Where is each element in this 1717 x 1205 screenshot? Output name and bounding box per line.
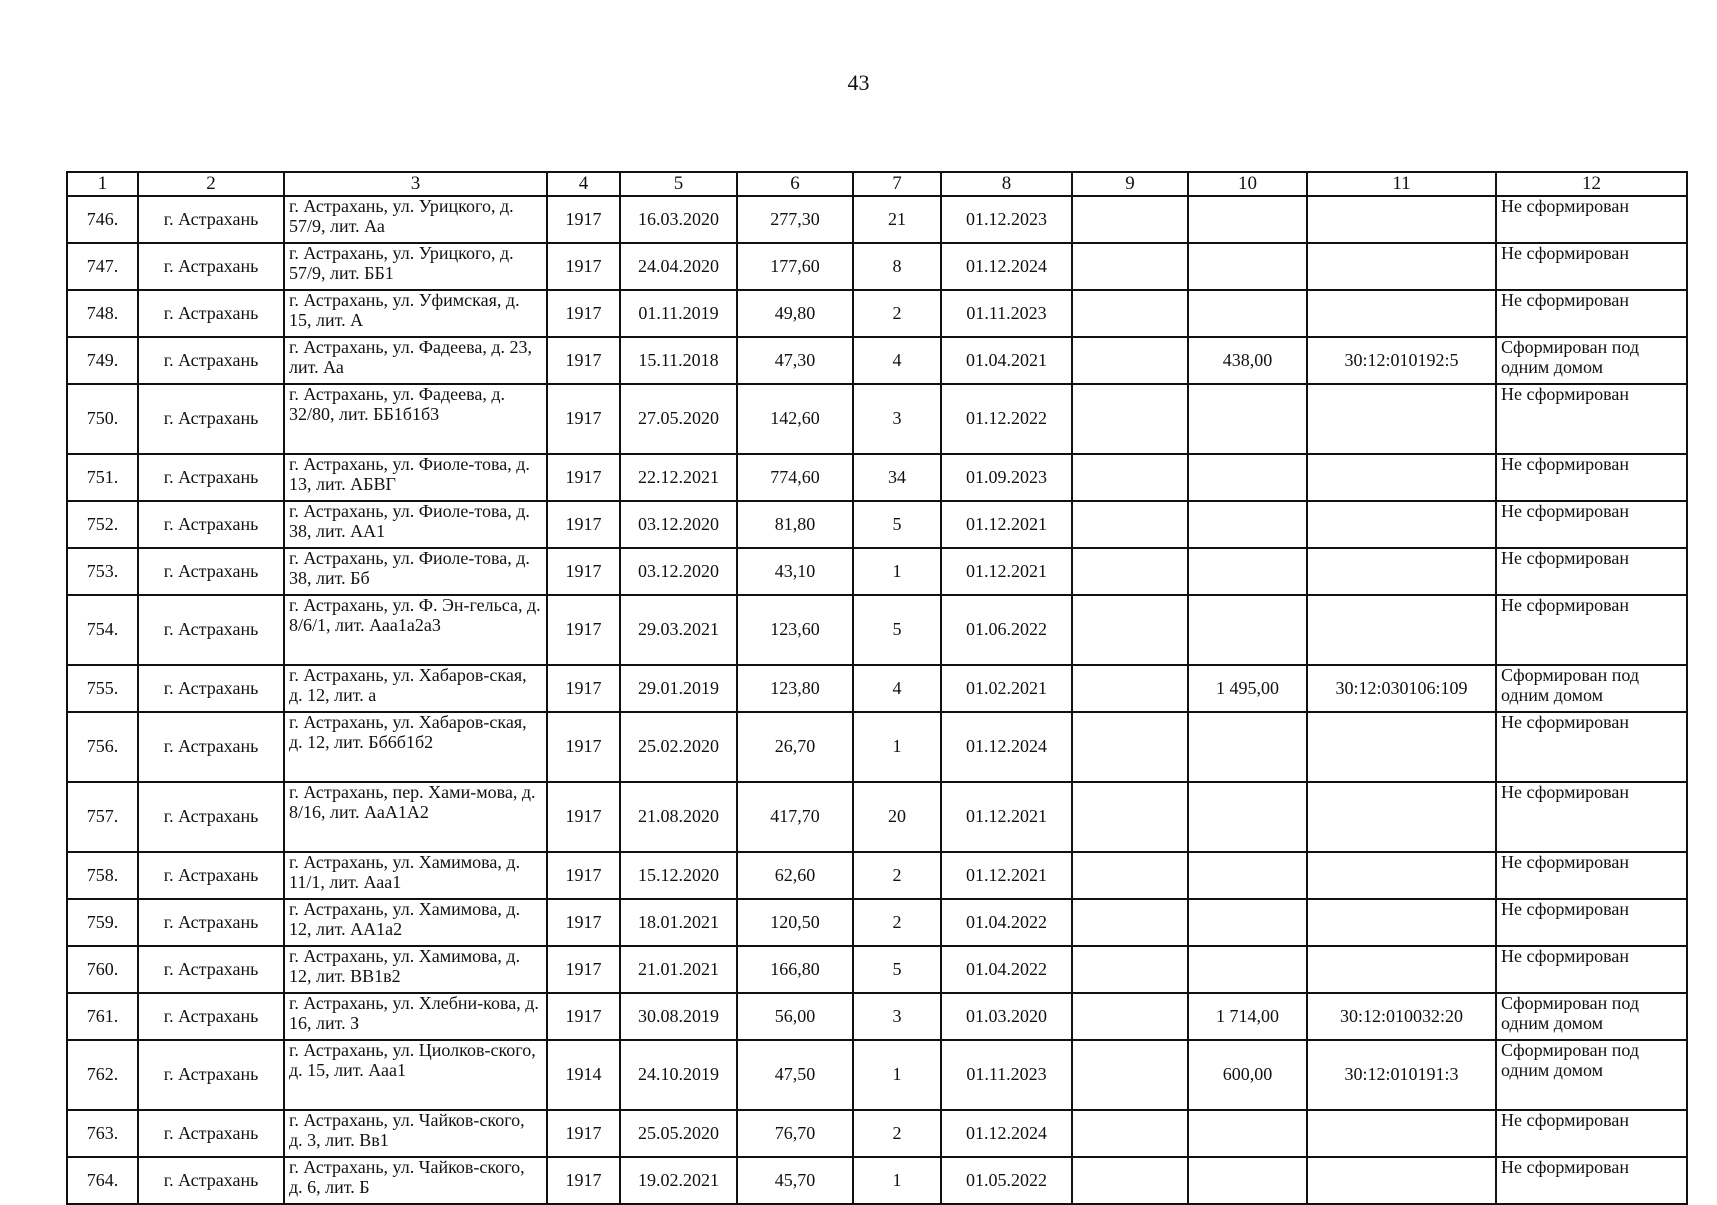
land-status-cell: Не сформирован <box>1496 782 1687 852</box>
deadline-cell: 01.04.2021 <box>941 337 1072 384</box>
deadline-cell: 01.12.2023 <box>941 196 1072 243</box>
land-area-cell <box>1188 946 1307 993</box>
city-cell: г. Астрахань <box>138 899 284 946</box>
row-number: 747. <box>67 243 138 290</box>
column-9-cell <box>1072 1157 1188 1204</box>
area-cell: 62,60 <box>737 852 853 899</box>
cadastral-number-cell: 30:12:010032:20 <box>1307 993 1496 1040</box>
area-cell: 56,00 <box>737 993 853 1040</box>
land-area-cell <box>1188 548 1307 595</box>
cadastral-number-cell <box>1307 1157 1496 1204</box>
year-cell: 1917 <box>547 1110 620 1157</box>
deadline-cell: 01.12.2021 <box>941 501 1072 548</box>
row-number: 753. <box>67 548 138 595</box>
cadastral-number-cell <box>1307 501 1496 548</box>
year-cell: 1917 <box>547 595 620 665</box>
cadastral-number-cell <box>1307 946 1496 993</box>
address-cell: г. Астрахань, ул. Хамимова, д. 12, лит. АА1а2 <box>284 899 547 946</box>
year-cell: 1917 <box>547 782 620 852</box>
cadastral-number-cell <box>1307 384 1496 454</box>
cadastral-number-cell <box>1307 595 1496 665</box>
deadline-cell: 01.12.2024 <box>941 712 1072 782</box>
land-status-cell: Не сформирован <box>1496 243 1687 290</box>
deadline-cell: 01.11.2023 <box>941 290 1072 337</box>
column-9-cell <box>1072 501 1188 548</box>
address-cell: г. Астрахань, пер. Хами-мова, д. 8/16, лит. АаА1А2 <box>284 782 547 852</box>
land-area-cell <box>1188 384 1307 454</box>
row-number: 763. <box>67 1110 138 1157</box>
row-number: 755. <box>67 665 138 712</box>
row-number: 751. <box>67 454 138 501</box>
table-row <box>67 665 1687 712</box>
table-row <box>67 993 1687 1040</box>
date-cell: 30.08.2019 <box>620 993 737 1040</box>
date-cell: 19.02.2021 <box>620 1157 737 1204</box>
table-row <box>67 1040 1687 1110</box>
year-cell: 1917 <box>547 993 620 1040</box>
row-number: 756. <box>67 712 138 782</box>
area-cell: 49,80 <box>737 290 853 337</box>
date-cell: 24.04.2020 <box>620 243 737 290</box>
land-area-cell <box>1188 852 1307 899</box>
land-status-cell: Не сформирован <box>1496 501 1687 548</box>
land-status-cell: Не сформирован <box>1496 384 1687 454</box>
address-cell: г. Астрахань, ул. Хлебни-кова, д. 16, лит. З <box>284 993 547 1040</box>
column-9-cell <box>1072 196 1188 243</box>
table-row <box>67 384 1687 454</box>
address-cell: г. Астрахань, ул. Фиоле-това, д. 38, лит. Бб <box>284 548 547 595</box>
column-9-cell <box>1072 384 1188 454</box>
column-9-cell <box>1072 1040 1188 1110</box>
cadastral-number-cell <box>1307 196 1496 243</box>
column-header: 1 <box>67 172 138 196</box>
address-cell: г. Астрахань, ул. Хабаров-ская, д. 12, лит. Бб6б1б2 <box>284 712 547 782</box>
city-cell: г. Астрахань <box>138 196 284 243</box>
count-cell: 5 <box>853 595 941 665</box>
land-area-cell: 1 495,00 <box>1188 665 1307 712</box>
deadline-cell: 01.09.2023 <box>941 454 1072 501</box>
table-row <box>67 454 1687 501</box>
row-number: 752. <box>67 501 138 548</box>
year-cell: 1917 <box>547 290 620 337</box>
land-area-cell <box>1188 782 1307 852</box>
deadline-cell: 01.12.2021 <box>941 782 1072 852</box>
count-cell: 2 <box>853 290 941 337</box>
cadastral-number-cell <box>1307 243 1496 290</box>
column-9-cell <box>1072 1110 1188 1157</box>
count-cell: 3 <box>853 993 941 1040</box>
land-status-cell: Не сформирован <box>1496 712 1687 782</box>
date-cell: 21.01.2021 <box>620 946 737 993</box>
column-header: 5 <box>620 172 737 196</box>
deadline-cell: 01.12.2024 <box>941 1110 1072 1157</box>
city-cell: г. Астрахань <box>138 290 284 337</box>
area-cell: 45,70 <box>737 1157 853 1204</box>
year-cell: 1917 <box>547 946 620 993</box>
city-cell: г. Астрахань <box>138 712 284 782</box>
land-area-cell <box>1188 501 1307 548</box>
land-status-cell: Не сформирован <box>1496 899 1687 946</box>
row-number: 758. <box>67 852 138 899</box>
table-row <box>67 290 1687 337</box>
count-cell: 34 <box>853 454 941 501</box>
area-cell: 142,60 <box>737 384 853 454</box>
land-status-cell: Не сформирован <box>1496 595 1687 665</box>
column-header: 3 <box>284 172 547 196</box>
table-row <box>67 501 1687 548</box>
count-cell: 21 <box>853 196 941 243</box>
land-status-cell: Сформирован под одним домом <box>1496 993 1687 1040</box>
date-cell: 22.12.2021 <box>620 454 737 501</box>
address-cell: г. Астрахань, ул. Чайков-ского, д. 3, лит. Вв1 <box>284 1110 547 1157</box>
date-cell: 01.11.2019 <box>620 290 737 337</box>
date-cell: 18.01.2021 <box>620 899 737 946</box>
column-9-cell <box>1072 782 1188 852</box>
address-cell: г. Астрахань, ул. Хамимова, д. 12, лит. ВВ1в2 <box>284 946 547 993</box>
cadastral-number-cell: 30:12:030106:109 <box>1307 665 1496 712</box>
column-9-cell <box>1072 595 1188 665</box>
deadline-cell: 01.05.2022 <box>941 1157 1072 1204</box>
land-status-cell: Не сформирован <box>1496 1157 1687 1204</box>
table-row <box>67 196 1687 243</box>
area-cell: 47,30 <box>737 337 853 384</box>
column-header: 6 <box>737 172 853 196</box>
cadastral-number-cell <box>1307 712 1496 782</box>
column-9-cell <box>1072 712 1188 782</box>
row-number: 750. <box>67 384 138 454</box>
table-row <box>67 337 1687 384</box>
count-cell: 1 <box>853 712 941 782</box>
address-cell: г. Астрахань, ул. Урицкого, д. 57/9, лит. Аа <box>284 196 547 243</box>
city-cell: г. Астрахань <box>138 454 284 501</box>
row-number: 757. <box>67 782 138 852</box>
land-status-cell: Сформирован под одним домом <box>1496 665 1687 712</box>
column-9-cell <box>1072 454 1188 501</box>
land-status-cell: Не сформирован <box>1496 1110 1687 1157</box>
column-header: 7 <box>853 172 941 196</box>
land-status-cell: Не сформирован <box>1496 454 1687 501</box>
column-header: 2 <box>138 172 284 196</box>
column-header: 4 <box>547 172 620 196</box>
count-cell: 4 <box>853 337 941 384</box>
date-cell: 29.03.2021 <box>620 595 737 665</box>
year-cell: 1917 <box>547 243 620 290</box>
area-cell: 277,30 <box>737 196 853 243</box>
cadastral-number-cell <box>1307 290 1496 337</box>
area-cell: 123,80 <box>737 665 853 712</box>
row-number: 760. <box>67 946 138 993</box>
year-cell: 1917 <box>547 852 620 899</box>
city-cell: г. Астрахань <box>138 384 284 454</box>
land-area-cell <box>1188 712 1307 782</box>
count-cell: 3 <box>853 384 941 454</box>
row-number: 762. <box>67 1040 138 1110</box>
table-row <box>67 1110 1687 1157</box>
count-cell: 5 <box>853 501 941 548</box>
year-cell: 1917 <box>547 548 620 595</box>
year-cell: 1917 <box>547 196 620 243</box>
year-cell: 1917 <box>547 337 620 384</box>
land-area-cell: 1 714,00 <box>1188 993 1307 1040</box>
deadline-cell: 01.11.2023 <box>941 1040 1072 1110</box>
date-cell: 03.12.2020 <box>620 548 737 595</box>
year-cell: 1917 <box>547 665 620 712</box>
table-row <box>67 243 1687 290</box>
year-cell: 1917 <box>547 384 620 454</box>
column-header: 10 <box>1188 172 1307 196</box>
row-number: 754. <box>67 595 138 665</box>
count-cell: 1 <box>853 548 941 595</box>
row-number: 746. <box>67 196 138 243</box>
area-cell: 81,80 <box>737 501 853 548</box>
area-cell: 166,80 <box>737 946 853 993</box>
land-area-cell <box>1188 1110 1307 1157</box>
address-cell: г. Астрахань, ул. Урицкого, д. 57/9, лит. ББ1 <box>284 243 547 290</box>
date-cell: 16.03.2020 <box>620 196 737 243</box>
land-area-cell: 600,00 <box>1188 1040 1307 1110</box>
row-number: 764. <box>67 1157 138 1204</box>
deadline-cell: 01.04.2022 <box>941 946 1072 993</box>
land-status-cell: Не сформирован <box>1496 290 1687 337</box>
deadline-cell: 01.12.2021 <box>941 548 1072 595</box>
area-cell: 123,60 <box>737 595 853 665</box>
count-cell: 4 <box>853 665 941 712</box>
date-cell: 24.10.2019 <box>620 1040 737 1110</box>
row-number: 748. <box>67 290 138 337</box>
area-cell: 26,70 <box>737 712 853 782</box>
area-cell: 120,50 <box>737 899 853 946</box>
city-cell: г. Астрахань <box>138 782 284 852</box>
column-header: 11 <box>1307 172 1496 196</box>
land-area-cell <box>1188 1157 1307 1204</box>
table-row <box>67 852 1687 899</box>
area-cell: 774,60 <box>737 454 853 501</box>
year-cell: 1917 <box>547 712 620 782</box>
deadline-cell: 01.02.2021 <box>941 665 1072 712</box>
city-cell: г. Астрахань <box>138 993 284 1040</box>
deadline-cell: 01.03.2020 <box>941 993 1072 1040</box>
date-cell: 27.05.2020 <box>620 384 737 454</box>
column-9-cell <box>1072 548 1188 595</box>
year-cell: 1917 <box>547 501 620 548</box>
address-cell: г. Астрахань, ул. Хабаров-ская, д. 12, лит. а <box>284 665 547 712</box>
table-row <box>67 782 1687 852</box>
date-cell: 15.11.2018 <box>620 337 737 384</box>
land-area-cell <box>1188 899 1307 946</box>
land-area-cell <box>1188 243 1307 290</box>
year-cell: 1917 <box>547 1157 620 1204</box>
city-cell: г. Астрахань <box>138 946 284 993</box>
city-cell: г. Астрахань <box>138 1110 284 1157</box>
table-row <box>67 899 1687 946</box>
count-cell: 5 <box>853 946 941 993</box>
column-9-cell <box>1072 852 1188 899</box>
land-status-cell: Сформирован под одним домом <box>1496 337 1687 384</box>
address-cell: г. Астрахань, ул. Фиоле-това, д. 13, лит. АБВГ <box>284 454 547 501</box>
date-cell: 03.12.2020 <box>620 501 737 548</box>
address-cell: г. Астрахань, ул. Фадеева, д. 23, лит. Аа <box>284 337 547 384</box>
date-cell: 29.01.2019 <box>620 665 737 712</box>
column-9-cell <box>1072 337 1188 384</box>
date-cell: 21.08.2020 <box>620 782 737 852</box>
housing-table <box>66 171 1688 1205</box>
cadastral-number-cell <box>1307 852 1496 899</box>
table-body <box>67 196 1687 1204</box>
city-cell: г. Астрахань <box>138 1157 284 1204</box>
cadastral-number-cell: 30:12:010191:3 <box>1307 1040 1496 1110</box>
count-cell: 2 <box>853 852 941 899</box>
column-9-cell <box>1072 243 1188 290</box>
cadastral-number-cell <box>1307 782 1496 852</box>
land-status-cell: Не сформирован <box>1496 852 1687 899</box>
city-cell: г. Астрахань <box>138 595 284 665</box>
area-cell: 47,50 <box>737 1040 853 1110</box>
city-cell: г. Астрахань <box>138 852 284 899</box>
deadline-cell: 01.12.2024 <box>941 243 1072 290</box>
deadline-cell: 01.06.2022 <box>941 595 1072 665</box>
column-header: 9 <box>1072 172 1188 196</box>
city-cell: г. Астрахань <box>138 548 284 595</box>
cadastral-number-cell <box>1307 454 1496 501</box>
date-cell: 25.02.2020 <box>620 712 737 782</box>
land-status-cell: Не сформирован <box>1496 196 1687 243</box>
count-cell: 2 <box>853 899 941 946</box>
cadastral-number-cell <box>1307 548 1496 595</box>
table-row <box>67 712 1687 782</box>
address-cell: г. Астрахань, ул. Ф. Эн-гельса, д. 8/6/1, лит. Ааа1а2а3 <box>284 595 547 665</box>
column-header: 8 <box>941 172 1072 196</box>
count-cell: 1 <box>853 1040 941 1110</box>
land-status-cell: Сформирован под одним домом <box>1496 1040 1687 1110</box>
page-number: 43 <box>847 70 870 95</box>
year-cell: 1917 <box>547 899 620 946</box>
land-area-cell: 438,00 <box>1188 337 1307 384</box>
land-status-cell: Не сформирован <box>1496 548 1687 595</box>
count-cell: 8 <box>853 243 941 290</box>
deadline-cell: 01.12.2022 <box>941 384 1072 454</box>
address-cell: г. Астрахань, ул. Хамимова, д. 11/1, лит. Ааа1 <box>284 852 547 899</box>
table-row <box>67 1157 1687 1204</box>
count-cell: 20 <box>853 782 941 852</box>
year-cell: 1914 <box>547 1040 620 1110</box>
land-status-cell: Не сформирован <box>1496 946 1687 993</box>
city-cell: г. Астрахань <box>138 243 284 290</box>
area-cell: 177,60 <box>737 243 853 290</box>
row-number: 759. <box>67 899 138 946</box>
table-row <box>67 595 1687 665</box>
column-9-cell <box>1072 946 1188 993</box>
address-cell: г. Астрахань, ул. Уфимская, д. 15, лит. А <box>284 290 547 337</box>
count-cell: 2 <box>853 1110 941 1157</box>
area-cell: 43,10 <box>737 548 853 595</box>
land-area-cell <box>1188 290 1307 337</box>
city-cell: г. Астрахань <box>138 665 284 712</box>
land-area-cell <box>1188 454 1307 501</box>
column-9-cell <box>1072 665 1188 712</box>
table-row <box>67 946 1687 993</box>
row-number: 761. <box>67 993 138 1040</box>
address-cell: г. Астрахань, ул. Циолков-ского, д. 15, лит. Ааа1 <box>284 1040 547 1110</box>
area-cell: 417,70 <box>737 782 853 852</box>
land-area-cell <box>1188 196 1307 243</box>
land-area-cell <box>1188 595 1307 665</box>
count-cell: 1 <box>853 1157 941 1204</box>
column-header: 12 <box>1496 172 1687 196</box>
city-cell: г. Астрахань <box>138 337 284 384</box>
city-cell: г. Астрахань <box>138 501 284 548</box>
deadline-cell: 01.04.2022 <box>941 899 1072 946</box>
column-9-cell <box>1072 899 1188 946</box>
column-number-row <box>67 172 1687 196</box>
cadastral-number-cell: 30:12:010192:5 <box>1307 337 1496 384</box>
date-cell: 15.12.2020 <box>620 852 737 899</box>
area-cell: 76,70 <box>737 1110 853 1157</box>
column-9-cell <box>1072 993 1188 1040</box>
table-row <box>67 548 1687 595</box>
deadline-cell: 01.12.2021 <box>941 852 1072 899</box>
year-cell: 1917 <box>547 454 620 501</box>
column-9-cell <box>1072 290 1188 337</box>
cadastral-number-cell <box>1307 1110 1496 1157</box>
address-cell: г. Астрахань, ул. Фиоле-това, д. 38, лит. АА1 <box>284 501 547 548</box>
row-number: 749. <box>67 337 138 384</box>
city-cell: г. Астрахань <box>138 1040 284 1110</box>
cadastral-number-cell <box>1307 899 1496 946</box>
date-cell: 25.05.2020 <box>620 1110 737 1157</box>
address-cell: г. Астрахань, ул. Чайков-ского, д. 6, лит. Б <box>284 1157 547 1204</box>
address-cell: г. Астрахань, ул. Фадеева, д. 32/80, лит. ББ1б1б3 <box>284 384 547 454</box>
